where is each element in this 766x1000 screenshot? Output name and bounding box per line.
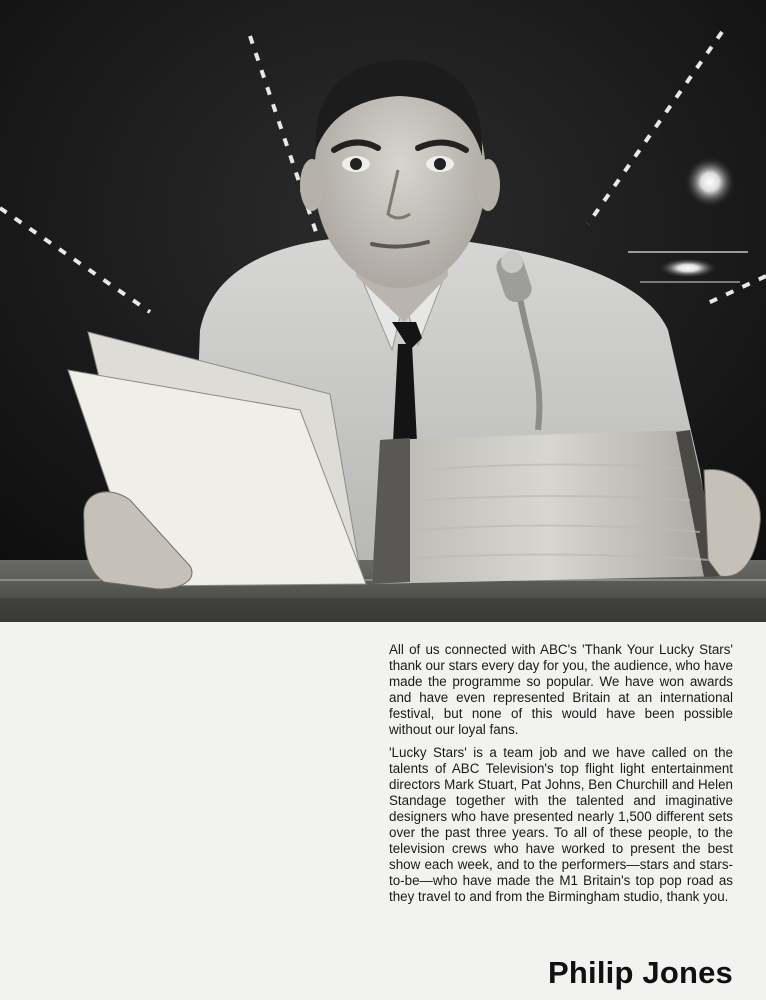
article-paragraph-1: All of us connected with ABC's 'Thank Your Lucky Stars' thank our stars every day for you, the audience, who have made the programme so popular. We have won awards and have even represented Britain at an international festival, but none of this would have been possible without our loyal fans.: [389, 642, 733, 738]
author-signature: Philip Jones: [548, 955, 733, 990]
article-paragraph-2: 'Lucky Stars' is a team job and we have called on the talents of ABC Television's top flight light entertainment directors Mark Stuart, Pat Johns, Ben Churchill and Helen Standage together with the talented and imaginative designers who have presented nearly 1,500 different sets over the past three years. To all of these people, to the television crews who have worked to present the best show each week, and to the performers—stars and stars-to-be—who have made the M1 Britain's top pop road as they travel to and from the Birmingham studio, thank you.: [389, 744, 733, 905]
article-body: [389, 642, 733, 912]
